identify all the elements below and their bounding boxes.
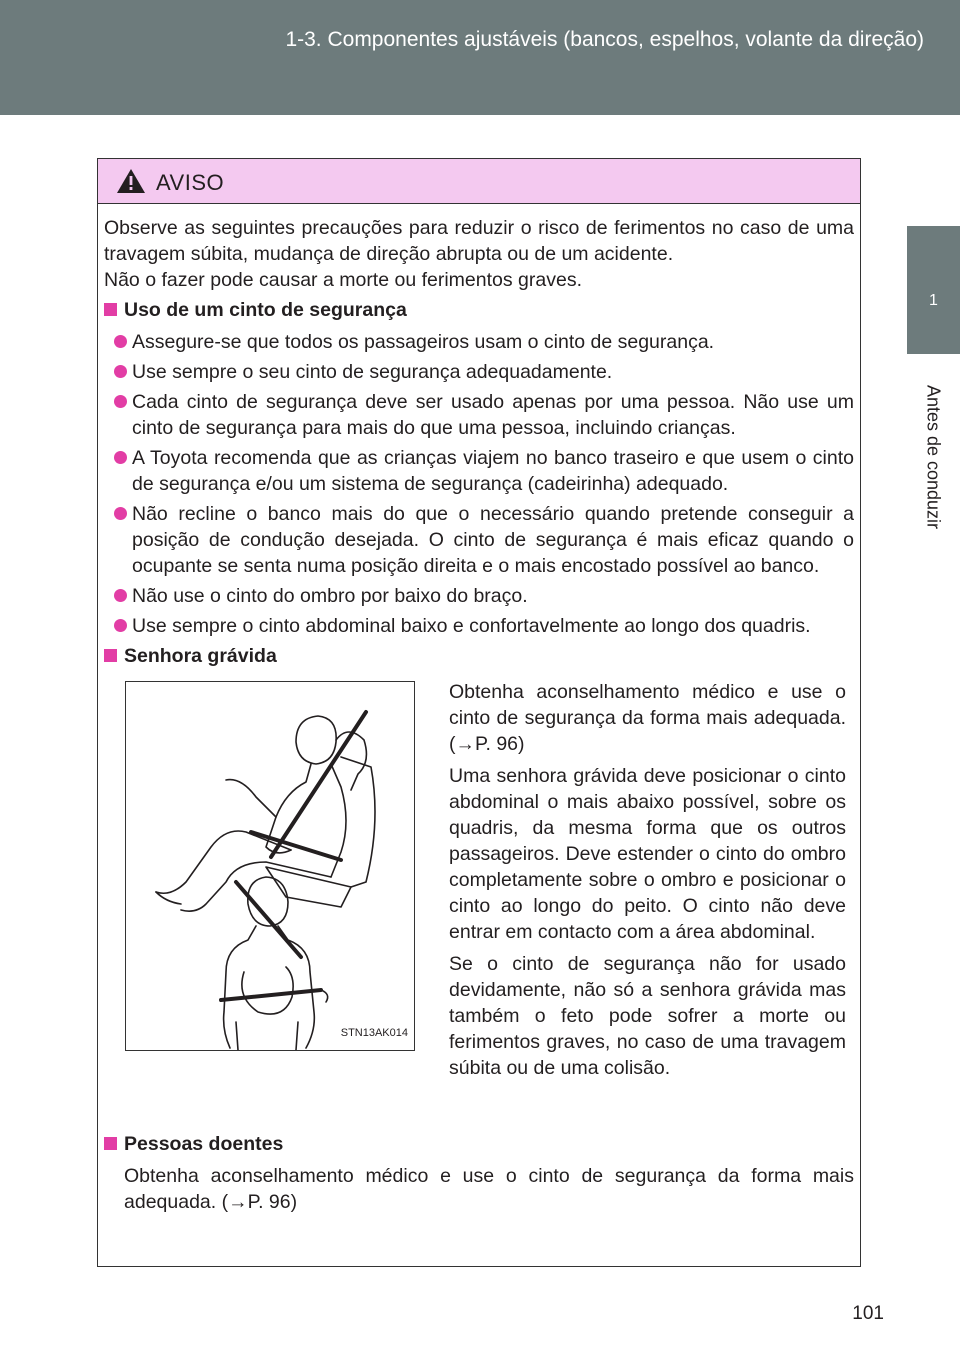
list-item (104, 501, 854, 579)
intro-paragraph-2: Não o fazer pode causar a morte ou ferimentos graves. (104, 269, 582, 291)
list-item-text: Cada cinto de segurança deve ser usado apenas por uma pessoa. Não use um cinto de segurança para mais do que uma pessoa, incluindo crianças. (132, 391, 854, 439)
square-bullet-icon (104, 303, 117, 316)
list-item (104, 613, 854, 639)
warning-box (97, 158, 861, 1267)
intro-paragraph: Observe as seguintes precauções para reduzir o risco de ferimentos no caso de uma travagem súbita, mudança de direção abrupta ou de um acidente. (104, 217, 854, 265)
warning-triangle-icon (116, 168, 146, 194)
section-heading (104, 297, 854, 323)
paragraph: Uma senhora grávida deve posicionar o cinto abdominal o mais abaixo possível, sobre os quadris, da mesma forma que os outros passageiros. Deve estender o cinto do ombro completamente sobre o ombro e posicionar o cinto ao longo do peito. O cinto não deve entrar em contacto com a área abdominal. (449, 765, 846, 943)
pregnant-section (104, 679, 854, 1119)
list-item-text: Não recline o banco mais do que o necessário quando pretende conseguir a posição de condução desejada. O cinto de segurança é mais eficaz quando o ocupante se senta numa posição direita e o mais encostado possível ao banco. (132, 503, 854, 577)
header-band (0, 0, 960, 115)
warning-header (98, 159, 860, 204)
list-item-text: Use sempre o seu cinto de segurança adequadamente. (132, 361, 613, 383)
paragraph: Obtenha aconselhamento médico e use o cinto de segurança da forma mais adequada. (→P. 96) (449, 681, 846, 755)
bullet-dot-icon (114, 365, 127, 378)
bullet-dot-icon (114, 589, 127, 602)
section-heading-text: Pessoas doentes (124, 1133, 284, 1155)
chapter-tab (907, 226, 960, 354)
list-item (104, 359, 854, 385)
bullet-dot-icon (114, 335, 127, 348)
list-item-text: Não use o cinto do ombro por baixo do braço. (132, 585, 528, 607)
section-heading (104, 1131, 854, 1157)
section-heading-text: Uso de um cinto de segurança (124, 299, 407, 321)
chapter-label: Antes de conduzir (923, 384, 943, 530)
section-heading (104, 643, 854, 669)
section-title: 1-3. Componentes ajustáveis (bancos, espelhos, volante da direção) (285, 28, 924, 51)
paragraph: Obtenha aconselhamento médico e use o cinto de segurança da forma mais adequada. (→P. 96) (124, 1165, 854, 1213)
list-item-text: Assegure-se que todos os passageiros usam o cinto de segurança. (132, 331, 715, 353)
seatbelt-drawing-icon (126, 682, 414, 1050)
bullet-dot-icon (114, 619, 127, 632)
list-item-text: Use sempre o cinto abdominal baixo e confortavelmente ao longo dos quadris. (132, 615, 811, 637)
seatbelt-illustration (125, 681, 415, 1051)
bullet-dot-icon (114, 507, 127, 520)
bullet-dot-icon (114, 395, 127, 408)
list-item (104, 389, 854, 441)
list-item (104, 583, 854, 609)
pregnant-text (449, 679, 846, 1087)
bullet-dot-icon (114, 451, 127, 464)
list-item (104, 329, 854, 355)
warning-content (104, 215, 854, 1215)
figure-code: STN13AK014 (340, 1027, 408, 1039)
square-bullet-icon (104, 1137, 117, 1150)
list-item-text: A Toyota recomenda que as crianças viajem no banco traseiro e que usem o cinto de segurança e/ou um sistema de segurança (cadeirinha) adequado. (132, 447, 854, 495)
section-heading-text: Senhora grávida (124, 645, 277, 667)
paragraph: Se o cinto de segurança não for usado devidamente, não só a senhora grávida mas também o feto pode sofrer a morte ou ferimentos graves, no caso de uma travagem súbita ou de uma colisão. (449, 953, 846, 1079)
page-number: 101 (852, 1303, 884, 1324)
chapter-label-container (905, 362, 960, 552)
square-bullet-icon (104, 649, 117, 662)
warning-title: AVISO (156, 170, 225, 195)
chapter-number: 1 (929, 292, 938, 309)
list-item (104, 445, 854, 497)
